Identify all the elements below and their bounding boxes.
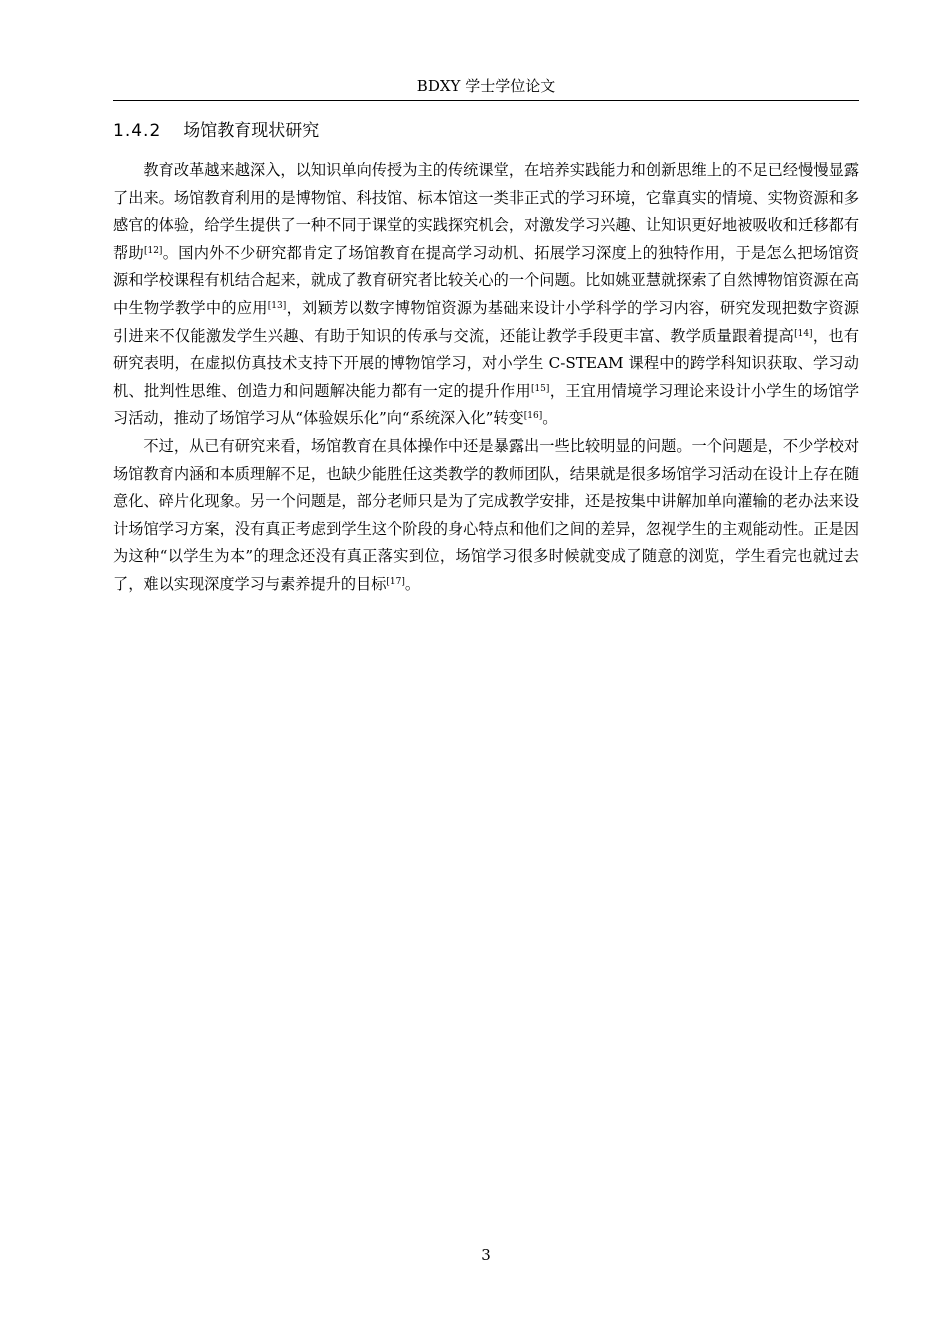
paragraph bbox=[113, 433, 859, 599]
page-number: 3 bbox=[481, 1246, 491, 1264]
text-run: ，王宜用情境学习理论来设计小学生的场馆学习活动，推动了场馆学习从“体验娱乐化”向“系统深入化”转变 bbox=[113, 381, 860, 428]
text-run: 。国内外不少研究都肯定了场馆教育在提高学习动机、拓展学习深度上的独特作用，于是怎么把场馆资源和学校课程有机结合起来，就成了教育研究者比较关心的一个问题。比如姚亚慧就探索了自然博物馆资源在高中生物学教学中的应用 bbox=[113, 243, 860, 317]
citation-ref: [12] bbox=[143, 245, 163, 256]
header-rule bbox=[113, 100, 859, 101]
section-number: 1.4.2 bbox=[113, 121, 162, 141]
text-run: 教育改革越来越深入，以知识单向传授为主的传统课堂，在培养实践能力和创新思维上的不足已经慢慢显露了出来。场馆教育利用的是博物馆、科技馆、标本馆这一类非正式的学习环境，它靠真实的情境、实物资源和多感官的体验，给学生提供了一种不同于课堂的实践探究机会，对激发学习兴趣、让知识更好地被吸收和迁移都有帮助 bbox=[113, 161, 859, 262]
body-text bbox=[113, 157, 859, 599]
text-run: ，刘颖芳以数字博物馆资源为基础来设计小学科学的学习内容，研究发现把数字资源引进来不仅能激发学生兴趣、有助于知识的传承与交流，还能让教学手段更丰富、教学质量跟着提高 bbox=[113, 298, 860, 345]
text-run: 不过，从已有研究来看，场馆教育在具体操作中还是暴露出一些比较明显的问题。一个问题是，不少学校对场馆教育内涵和本质理解不足，也缺少能胜任这类教学的教师团队，结果就是很多场馆学习活动在设计上存在随意化、碎片化现象。另一个问题是，部分老师只是为了完成教学安排，还是按集中讲解加单向灌输的老办法来设计场馆学习方案，没有真正考虑到学生这个阶段的身心特点和他们之间的差异，忽视学生的主观能动性。正是因为这种“以学生为本”的理念还没有真正落实到位，场馆学习很多时候就变成了随意的浏览，学生看完也就过去了，难以实现深度学习与素养提升的目标 bbox=[113, 436, 859, 593]
section-heading bbox=[113, 120, 319, 142]
text-run: 。 bbox=[404, 574, 421, 593]
citation-ref: [14] bbox=[794, 328, 813, 339]
running-header: BDXY 学士学位论文 bbox=[416, 77, 556, 95]
text-run: ，也有研究表明，在虚拟仿真技术支持下开展的博物馆学习，对小学生 C-STEAM 课程中的跨学科知识获取、学习动机、批判性思维、创造力和问题解决能力都有一定的提升作用 bbox=[113, 326, 860, 400]
citation-ref: [13] bbox=[267, 300, 287, 311]
citation-ref: [16] bbox=[523, 411, 543, 422]
paragraph bbox=[113, 157, 859, 433]
citation-ref: [17] bbox=[386, 576, 405, 587]
citation-ref: [15] bbox=[530, 383, 550, 394]
section-title: 场馆教育现状研究 bbox=[183, 121, 320, 141]
text-run: 。 bbox=[542, 409, 558, 428]
